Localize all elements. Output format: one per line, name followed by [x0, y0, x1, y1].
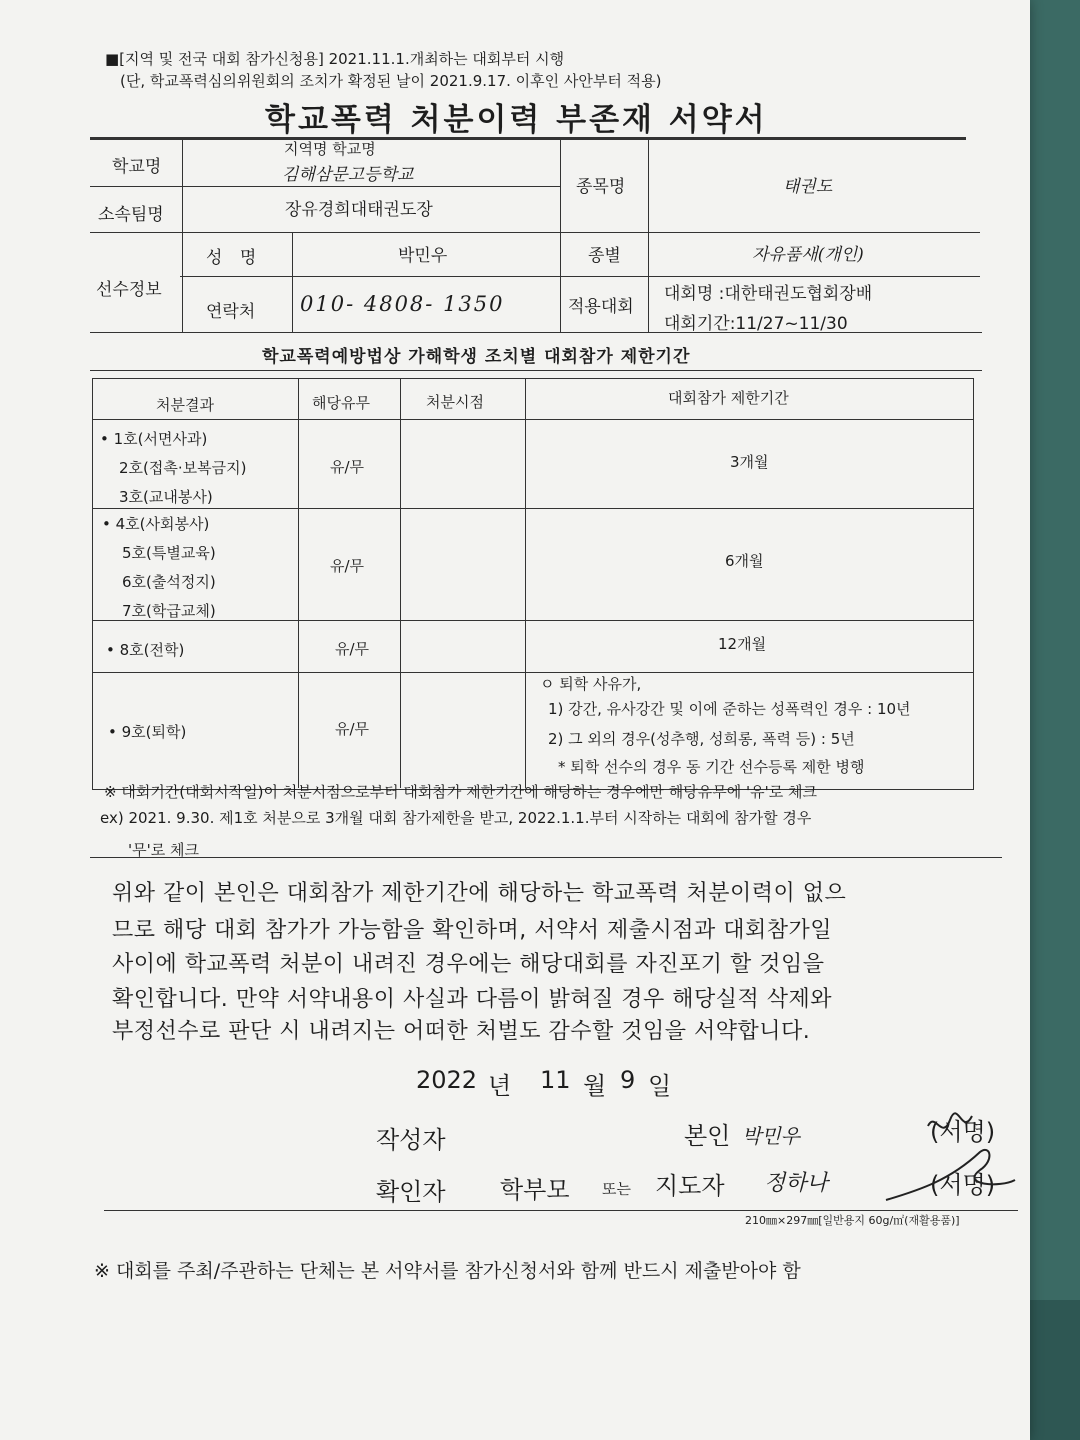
date-day: 9	[620, 1066, 636, 1094]
name-value: 박민우	[398, 246, 448, 266]
list-item: 7호(학급교체)	[122, 602, 216, 620]
pledge-line: 위와 같이 본인은 대회참가 제한기간에 해당하는 학교폭력 처분이력이 없으	[112, 881, 847, 906]
list-item: • 1호(서면사과)	[100, 430, 208, 448]
contact-value: 010- 4808- 1350	[300, 292, 505, 316]
list-item: 5호(특별교육)	[122, 544, 216, 562]
info-row-divider	[90, 232, 980, 233]
pledge-line: 부정선수로 판단 시 내려지는 어떠한 처벌도 감수할 것임을 서약합니다.	[112, 1019, 811, 1044]
note-line: ※ 대회기간(대회시작일)이 처분시점으로부터 대회참가 제한기간에 해당하는 경우에만 해당유무에 '유'로 체크	[104, 783, 817, 801]
list-item: • 9호(퇴학)	[108, 723, 187, 741]
expulsion-note: ㅇ 퇴학 사유가,	[540, 675, 642, 693]
restriction-col-divider	[525, 378, 526, 788]
author-label: 작성자	[376, 1126, 446, 1154]
school-value: 김해삼문고등학교	[282, 165, 414, 185]
list-item: • 4호(사회봉사)	[102, 515, 210, 533]
coach-signature: 정하나	[764, 1171, 828, 1196]
school-hint: 지역명 학교명	[284, 140, 376, 158]
info-col-divider	[648, 137, 649, 332]
signature-scribble	[880, 1140, 1020, 1210]
info-col-divider	[182, 137, 183, 332]
document-title: 학교폭력 처분이력 부존재 서약서	[265, 102, 768, 138]
event-value: 태권도	[783, 177, 833, 197]
pledge-line: 확인합니다. 만약 서약내용이 사실과 다름이 밝혀질 경우 해당실적 삭제와	[112, 987, 833, 1012]
category-label: 종별	[588, 246, 621, 266]
date-day-unit: 일	[648, 1072, 672, 1100]
restriction-col-divider	[298, 378, 299, 788]
event-label: 종목명	[576, 177, 626, 197]
info-row-divider	[180, 276, 980, 277]
pledge-line: 사이에 학교폭력 처분이 내려진 경우에는 해당대회를 자진포기 할 것임을	[112, 952, 825, 977]
restriction-period: 6개월	[725, 552, 764, 570]
list-item: 6호(출석정지)	[122, 573, 216, 591]
applicable-check: 유/무	[330, 458, 365, 476]
header-applicable: 해당유무	[312, 394, 370, 412]
date-month-unit: 월	[583, 1072, 607, 1100]
self-label: 본인	[684, 1122, 731, 1150]
school-label: 학교명	[112, 157, 162, 177]
name-label: 성 명	[206, 248, 263, 268]
note-line: ex) 2021. 9.30. 제1호 처분으로 3개월 대회 참가제한을 받고, 2022.1.1.부터 시작하는 대회에 참가할 경우	[100, 809, 812, 827]
coach-sign-label: (서명)	[930, 1171, 996, 1199]
restriction-row-divider	[92, 419, 974, 420]
pledge-line: 므로 해당 대회 참가가 가능함을 확인하며, 서약서 제출시점과 대회참가일	[112, 918, 833, 943]
tournament-period: 대회기간:11/27~11/30	[664, 314, 848, 334]
applicable-check: 유/무	[335, 640, 370, 658]
expulsion-note: 1) 강간, 유사강간 및 이에 준하는 성폭력인 경우 : 10년	[548, 700, 911, 718]
team-value: 장유경희대태권도장	[285, 200, 433, 220]
section-divider	[90, 857, 1002, 858]
header-timing: 처분시점	[426, 393, 484, 411]
paper-spec: 210㎜×297㎜[일반용지 60g/㎡(재활용품)]	[745, 1214, 960, 1227]
footer-note: ※ 대회를 주최/주관하는 단체는 본 서약서를 참가신청서와 함께 반드시 제출받아야 함	[94, 1260, 801, 1282]
info-col-divider	[292, 232, 293, 332]
list-item: • 8호(전학)	[106, 641, 185, 659]
header-restriction-period: 대회참가 제한기간	[668, 389, 789, 407]
restriction-col-divider	[400, 378, 401, 788]
category-value: 자유품새(개인)	[752, 245, 864, 265]
self-signature: 박민우	[742, 1124, 800, 1148]
info-table-bottom-border	[90, 332, 982, 333]
restriction-period: 3개월	[730, 453, 769, 471]
list-item: 3호(교내봉사)	[119, 488, 213, 506]
confirmer-label: 확인자	[376, 1178, 446, 1206]
restriction-row-divider	[92, 672, 974, 673]
parent-label: 학부모	[500, 1176, 570, 1204]
notice-line-2: (단, 학교폭력심의위원회의 조치가 확정된 날이 2021.9.17. 이후인 사안부터 적용)	[120, 72, 662, 90]
info-row-divider	[90, 186, 560, 187]
restriction-row-divider	[92, 620, 974, 621]
info-col-divider	[560, 137, 561, 332]
list-item: 2호(접촉·보복금지)	[119, 459, 247, 477]
section-divider	[90, 370, 982, 371]
tournament-name: 대회명 :대한태권도협회장배	[664, 284, 873, 304]
applied-tournament-label: 적용대회	[568, 297, 634, 317]
date-year: 2022	[416, 1066, 478, 1094]
player-info-label: 선수정보	[96, 280, 162, 300]
date-year-unit: 년	[488, 1072, 512, 1100]
note-line: '무'로 체크	[128, 841, 199, 859]
contact-label: 연락처	[206, 302, 256, 322]
date-month: 11	[540, 1066, 571, 1094]
expulsion-note: * 퇴학 선수의 경우 동 기간 선수등록 제한 병행	[558, 758, 865, 776]
or-label: 또는	[602, 1180, 631, 1198]
self-sign-label: (서명)	[930, 1118, 996, 1146]
header-result: 처분결과	[156, 396, 214, 414]
signature-divider	[104, 1210, 1018, 1211]
restriction-row-divider	[92, 508, 974, 509]
coach-label: 지도자	[655, 1172, 725, 1200]
info-table-top-border	[90, 137, 966, 140]
team-label: 소속팀명	[98, 205, 164, 225]
restriction-heading: 학교폭력예방법상 가해학생 조치별 대회참가 제한기간	[262, 347, 691, 367]
restriction-period: 12개월	[718, 635, 767, 653]
applicable-check: 유/무	[330, 557, 365, 575]
notice-line-1: ■[지역 및 전국 대회 참가신청용] 2021.11.1.개최하는 대회부터 시행	[105, 50, 565, 68]
expulsion-note: 2) 그 외의 경우(성추행, 성희롱, 폭력 등) : 5년	[548, 730, 855, 748]
applicable-check: 유/무	[335, 720, 370, 738]
